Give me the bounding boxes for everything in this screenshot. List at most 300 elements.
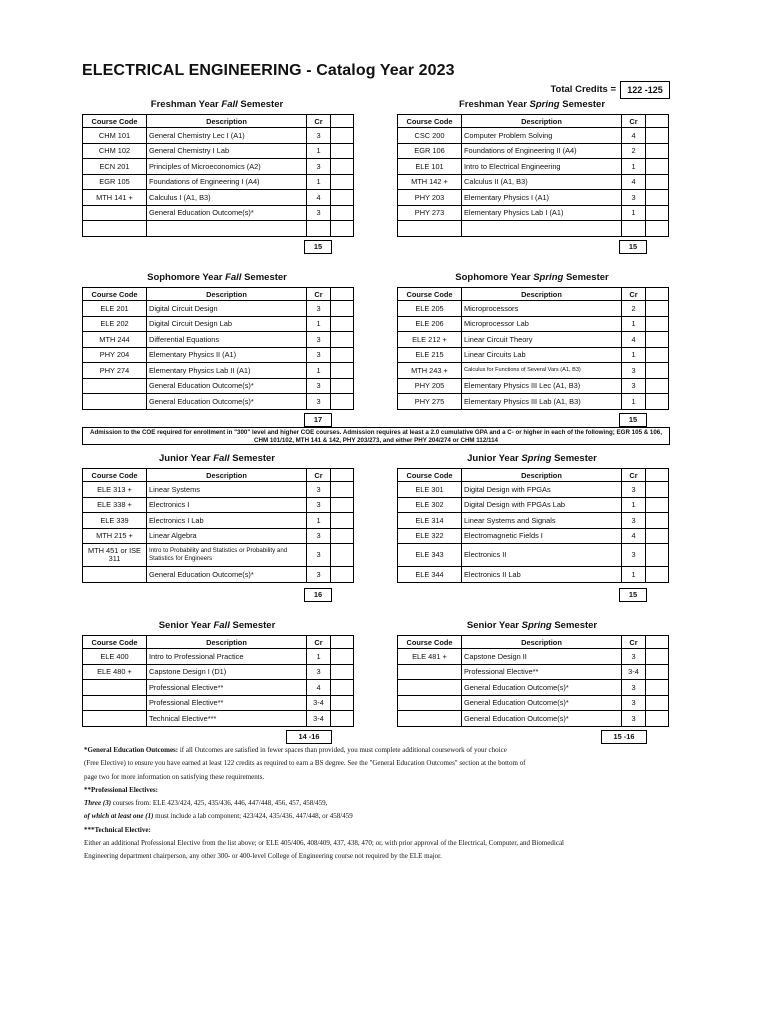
course-code: CSC 200 xyxy=(398,128,462,144)
semester-total: 15 xyxy=(619,413,647,427)
course-code: EGR 105 xyxy=(83,174,147,190)
table-row xyxy=(83,128,354,144)
course-code: MTH 244 xyxy=(83,332,147,348)
prof-three-text: courses from: ELE 423/424, 425, 435/436, 446, 447/448, 456, 457, 458/459, xyxy=(111,799,328,808)
course-description: Microprocessors xyxy=(462,301,622,317)
course-credits xyxy=(622,221,646,237)
course-code: ELE 201 xyxy=(83,301,147,317)
blank-cell xyxy=(331,378,354,394)
admission-notice: Admission to the COE required for enrollment in "300" level and higher COE courses. Admission requires at least a 2.0 cumulative GPA and a C- or higher in each of the following; EGR 105 & 106, CHM 101/102, MTH 141 & 142, PHY 203/273, and either PHY 204/274 or CHM 112/114 xyxy=(82,427,670,445)
blank-cell xyxy=(331,128,354,144)
course-code: PHY 275 xyxy=(398,394,462,410)
course-description: Capstone Design II xyxy=(462,649,622,665)
semester-total: 17 xyxy=(304,413,332,427)
blank-cell xyxy=(331,347,354,363)
course-credits: 3 xyxy=(622,680,646,696)
blank-cell xyxy=(646,128,669,144)
blank-cell xyxy=(646,711,669,727)
tech-line2: Engineering department chairperson, any other 300- or 400-level College of Engineering course not required by the ELE major. xyxy=(84,852,442,861)
jr-fall-title xyxy=(92,453,342,464)
course-description: Microprocessor Lab xyxy=(462,316,622,332)
table-row xyxy=(398,221,669,237)
semester-total: 15 xyxy=(619,588,647,602)
blank-cell xyxy=(331,174,354,190)
blank-cell xyxy=(331,159,354,175)
table-row xyxy=(398,664,669,680)
course-description: Intro to Probability and Statistics or Probability and Statistics for Engineers xyxy=(147,544,307,567)
blank-cell xyxy=(331,497,354,513)
jr-fall-table xyxy=(82,468,354,583)
gen-ed-label: *General Education Outcomes: xyxy=(84,746,179,754)
table-row xyxy=(83,695,354,711)
fr-spring-title xyxy=(407,99,657,110)
course-credits: 3-4 xyxy=(307,695,331,711)
table-row xyxy=(83,316,354,332)
course-description: General Chemistry I Lab xyxy=(147,143,307,159)
prof-lab-text: must include a lab component; 423/424, 435/436, 447/448, or 458/459 xyxy=(153,812,353,821)
blank-cell xyxy=(331,190,354,206)
course-description xyxy=(147,221,307,237)
table-row xyxy=(398,190,669,206)
blank-cell xyxy=(646,205,669,221)
course-code: PHY 274 xyxy=(83,363,147,379)
course-description xyxy=(462,221,622,237)
course-description: Digital Design with FPGAs xyxy=(462,482,622,498)
course-description: General Education Outcome(s)* xyxy=(147,378,307,394)
table-header-row xyxy=(83,469,354,482)
table-row xyxy=(398,567,669,583)
table-header-row xyxy=(83,115,354,128)
course-code xyxy=(83,394,147,410)
course-code: CHM 102 xyxy=(83,143,147,159)
header-blank xyxy=(331,288,354,301)
table-row xyxy=(83,332,354,348)
semester-title-pre: Freshman Year xyxy=(150,99,222,110)
header-credits: Cr xyxy=(307,115,331,128)
semester-title-pre: Junior Year xyxy=(467,453,522,464)
course-description: Electronics II Lab xyxy=(462,567,622,583)
so-spring-table xyxy=(397,287,669,410)
course-credits: 3 xyxy=(622,363,646,379)
course-code: ELE 480 + xyxy=(83,664,147,680)
sr-spring-table xyxy=(397,635,669,727)
prof-elective-label: **Professional Electives: xyxy=(84,785,158,794)
sr-spring-title xyxy=(407,620,657,631)
header-description: Description xyxy=(462,469,622,482)
course-description: Elementary Physics III Lec (A1, B3) xyxy=(462,378,622,394)
blank-cell xyxy=(331,482,354,498)
table-row xyxy=(398,513,669,529)
course-description: Foundations of Engineering II (A4) xyxy=(462,143,622,159)
semester-title-post: Semester xyxy=(559,99,606,110)
course-credits: 4 xyxy=(622,174,646,190)
jr-spring-table xyxy=(397,468,669,583)
course-description: Computer Problem Solving xyxy=(462,128,622,144)
so-fall-table xyxy=(82,287,354,410)
course-description: Electromagnetic Fields I xyxy=(462,528,622,544)
course-description: General Education Outcome(s)* xyxy=(462,695,622,711)
table-row xyxy=(83,301,354,317)
course-code: ELE 212 + xyxy=(398,332,462,348)
course-description: Principles of Microeconomics (A2) xyxy=(147,159,307,175)
blank-cell xyxy=(646,394,669,410)
semester-title-post: Semester xyxy=(551,620,598,631)
course-code xyxy=(83,205,147,221)
blank-cell xyxy=(646,301,669,317)
tech-elective-label: ***Technical Elective: xyxy=(84,825,151,834)
course-code: ELE 339 xyxy=(83,513,147,529)
course-code: PHY 205 xyxy=(398,378,462,394)
header-credits: Cr xyxy=(307,469,331,482)
semester-title-post: Semester xyxy=(229,453,275,464)
table-header-row xyxy=(398,636,669,649)
course-code: ELE 205 xyxy=(398,301,462,317)
semester-total: 14 -16 xyxy=(286,730,332,744)
course-credits: 4 xyxy=(622,128,646,144)
table-row xyxy=(398,316,669,332)
table-header-row xyxy=(83,288,354,301)
blank-cell xyxy=(646,174,669,190)
course-credits: 1 xyxy=(307,513,331,529)
prof-lab: of which at least one (1) xyxy=(84,812,154,821)
course-credits: 3 xyxy=(307,394,331,410)
blank-cell xyxy=(646,316,669,332)
course-code: PHY 273 xyxy=(398,205,462,221)
course-credits: 3 xyxy=(307,482,331,498)
course-code: ELE 322 xyxy=(398,528,462,544)
course-code: ELE 313 + xyxy=(83,482,147,498)
course-code: ELE 338 + xyxy=(83,497,147,513)
table-row xyxy=(83,497,354,513)
course-description: Calculus I (A1, B3) xyxy=(147,190,307,206)
course-description: Digital Design with FPGAs Lab xyxy=(462,497,622,513)
course-description: Linear Systems xyxy=(147,482,307,498)
header-credits: Cr xyxy=(622,469,646,482)
course-credits: 1 xyxy=(622,347,646,363)
table-row xyxy=(398,695,669,711)
course-description: General Education Outcome(s)* xyxy=(147,567,307,583)
blank-cell xyxy=(646,544,669,567)
course-credits: 3 xyxy=(307,347,331,363)
semester-title-pre: Senior Year xyxy=(158,620,214,631)
course-code: MTH 142 + xyxy=(398,174,462,190)
table-row xyxy=(398,528,669,544)
table-row xyxy=(83,664,354,680)
header-blank xyxy=(646,115,669,128)
table-row xyxy=(398,174,669,190)
course-description: Professional Elective** xyxy=(147,680,307,696)
course-credits: 3 xyxy=(622,378,646,394)
semester-title-term: Spring xyxy=(521,620,552,631)
table-row xyxy=(83,143,354,159)
course-credits: 1 xyxy=(307,316,331,332)
course-code: PHY 204 xyxy=(83,347,147,363)
table-row xyxy=(398,649,669,665)
course-credits: 3 xyxy=(307,128,331,144)
course-credits: 3-4 xyxy=(307,711,331,727)
table-row xyxy=(83,567,354,583)
blank-cell xyxy=(331,363,354,379)
table-header-row xyxy=(398,115,669,128)
semester-title-term: Fall xyxy=(213,620,230,631)
blank-cell xyxy=(646,378,669,394)
course-description: Linear Circuits Lab xyxy=(462,347,622,363)
table-row xyxy=(398,482,669,498)
blank-cell xyxy=(331,695,354,711)
header-blank xyxy=(646,636,669,649)
course-credits: 4 xyxy=(307,680,331,696)
table-row xyxy=(398,544,669,567)
course-credits: 3 xyxy=(622,649,646,665)
course-code xyxy=(398,711,462,727)
course-code: MTH 451 or ISE 311 xyxy=(83,544,147,567)
table-row xyxy=(83,159,354,175)
course-code xyxy=(398,221,462,237)
semester-title-term: Spring xyxy=(533,272,564,283)
header-course-code: Course Code xyxy=(83,115,147,128)
fr-spring-table xyxy=(397,114,669,237)
course-description: General Education Outcome(s)* xyxy=(462,680,622,696)
course-description: Elementary Physics II (A1) xyxy=(147,347,307,363)
gen-ed-line3: page two for more information on satisfying these requirements. xyxy=(84,772,265,781)
course-code xyxy=(398,664,462,680)
table-row xyxy=(398,347,669,363)
course-description: Elementary Physics I (A1) xyxy=(462,190,622,206)
blank-cell xyxy=(646,528,669,544)
course-credits: 1 xyxy=(622,497,646,513)
table-row xyxy=(398,159,669,175)
course-code: MTH 141 + xyxy=(83,190,147,206)
course-credits xyxy=(307,221,331,237)
table-header-row xyxy=(398,469,669,482)
course-description: Elementary Physics III Lab (A1, B3) xyxy=(462,394,622,410)
table-row xyxy=(398,143,669,159)
table-row xyxy=(83,174,354,190)
course-description: Linear Circuit Theory xyxy=(462,332,622,348)
table-row xyxy=(398,332,669,348)
course-code: ECN 201 xyxy=(83,159,147,175)
header-description: Description xyxy=(147,288,307,301)
blank-cell xyxy=(646,482,669,498)
course-description: Electronics I Lab xyxy=(147,513,307,529)
course-code: ELE 215 xyxy=(398,347,462,363)
course-credits: 3 xyxy=(622,513,646,529)
semester-title-term: Spring xyxy=(521,453,552,464)
course-code: ELE 481 + xyxy=(398,649,462,665)
header-description: Description xyxy=(462,288,622,301)
course-description: Linear Systems and Signals xyxy=(462,513,622,529)
semester-title-post: Semester xyxy=(237,99,284,110)
course-code xyxy=(83,711,147,727)
course-code: MTH 243 + xyxy=(398,363,462,379)
blank-cell xyxy=(646,159,669,175)
course-code xyxy=(398,680,462,696)
header-course-code: Course Code xyxy=(83,288,147,301)
blank-cell xyxy=(331,394,354,410)
blank-cell xyxy=(646,363,669,379)
course-code: ELE 202 xyxy=(83,316,147,332)
table-header-row xyxy=(83,636,354,649)
prof-three: Three (3) xyxy=(84,799,112,808)
table-row xyxy=(83,528,354,544)
page-title: ELECTRICAL ENGINEERING - Catalog Year 2023 xyxy=(82,62,455,79)
course-description: General Education Outcome(s)* xyxy=(462,711,622,727)
blank-cell xyxy=(646,680,669,696)
sr-fall-table xyxy=(82,635,354,727)
course-credits: 3 xyxy=(307,378,331,394)
table-row xyxy=(398,363,669,379)
course-code xyxy=(83,221,147,237)
course-credits: 1 xyxy=(307,649,331,665)
semester-title-post: Semester xyxy=(563,272,609,283)
course-description: Digital Circuit Design Lab xyxy=(147,316,307,332)
course-credits: 3 xyxy=(307,205,331,221)
table-row xyxy=(83,544,354,567)
blank-cell xyxy=(331,513,354,529)
course-credits: 4 xyxy=(307,190,331,206)
course-description: Intro to Professional Practice xyxy=(147,649,307,665)
course-credits: 3 xyxy=(307,497,331,513)
table-row xyxy=(83,363,354,379)
table-row xyxy=(398,680,669,696)
course-code xyxy=(83,567,147,583)
course-credits: 1 xyxy=(622,316,646,332)
semester-title-term: Fall xyxy=(225,272,242,283)
header-credits: Cr xyxy=(307,636,331,649)
table-row xyxy=(83,347,354,363)
blank-cell xyxy=(331,711,354,727)
course-description: Capstone Design I (D1) xyxy=(147,664,307,680)
blank-cell xyxy=(331,680,354,696)
course-credits: 4 xyxy=(622,528,646,544)
course-code: EGR 106 xyxy=(398,143,462,159)
header-credits: Cr xyxy=(622,636,646,649)
course-credits: 2 xyxy=(622,301,646,317)
course-credits: 3 xyxy=(307,664,331,680)
header-blank xyxy=(646,288,669,301)
course-description: Intro to Electrical Engineering xyxy=(462,159,622,175)
header-course-code: Course Code xyxy=(398,469,462,482)
header-description: Description xyxy=(462,636,622,649)
course-description: Differential Equations xyxy=(147,332,307,348)
header-course-code: Course Code xyxy=(398,115,462,128)
semester-title-pre: Senior Year xyxy=(466,620,522,631)
course-description: Electronics I xyxy=(147,497,307,513)
course-credits: 1 xyxy=(622,205,646,221)
total-credits-value: 122 -125 xyxy=(620,81,670,99)
blank-cell xyxy=(331,528,354,544)
blank-cell xyxy=(331,332,354,348)
so-fall-title xyxy=(92,272,342,283)
course-description: Electronics II xyxy=(462,544,622,567)
course-credits: 3-4 xyxy=(622,664,646,680)
fr-fall-title xyxy=(92,99,342,110)
blank-cell xyxy=(646,190,669,206)
course-description: Technical Elective*** xyxy=(147,711,307,727)
header-description: Description xyxy=(147,115,307,128)
course-description: Elementary Physics Lab II (A1) xyxy=(147,363,307,379)
course-code xyxy=(83,680,147,696)
blank-cell xyxy=(331,567,354,583)
blank-cell xyxy=(331,143,354,159)
course-credits: 3 xyxy=(307,567,331,583)
blank-cell xyxy=(646,347,669,363)
semester-total: 15 xyxy=(619,240,647,254)
course-code xyxy=(398,695,462,711)
table-row xyxy=(398,378,669,394)
course-description: General Education Outcome(s)* xyxy=(147,394,307,410)
table-row xyxy=(83,190,354,206)
blank-cell xyxy=(646,221,669,237)
course-description: Linear Algebra xyxy=(147,528,307,544)
course-code: ELE 343 xyxy=(398,544,462,567)
header-description: Description xyxy=(147,636,307,649)
blank-cell xyxy=(646,332,669,348)
blank-cell xyxy=(646,497,669,513)
table-row xyxy=(83,205,354,221)
semester-title-term: Spring xyxy=(529,99,560,110)
semester-title-post: Semester xyxy=(229,620,276,631)
semester-title-pre: Sophomore Year xyxy=(147,272,226,283)
header-blank xyxy=(646,469,669,482)
table-row xyxy=(83,394,354,410)
blank-cell xyxy=(331,649,354,665)
course-code: ELE 400 xyxy=(83,649,147,665)
course-description: Calculus II (A1, B3) xyxy=(462,174,622,190)
header-blank xyxy=(331,469,354,482)
table-row xyxy=(83,378,354,394)
table-row xyxy=(83,649,354,665)
header-course-code: Course Code xyxy=(398,636,462,649)
course-description: Foundations of Engineering I (A4) xyxy=(147,174,307,190)
course-code xyxy=(83,378,147,394)
course-description: Calculus for Functions of Several Vars (A1, B3) xyxy=(462,363,622,379)
course-credits: 2 xyxy=(622,143,646,159)
blank-cell xyxy=(646,567,669,583)
header-credits: Cr xyxy=(307,288,331,301)
total-credits-label: Total Credits = xyxy=(550,84,616,95)
course-credits: 1 xyxy=(307,143,331,159)
semester-title-pre: Junior Year xyxy=(158,453,214,464)
table-row xyxy=(398,301,669,317)
blank-cell xyxy=(646,649,669,665)
semester-title-post: Semester xyxy=(551,453,597,464)
header-credits: Cr xyxy=(622,115,646,128)
course-code xyxy=(83,695,147,711)
course-credits: 3 xyxy=(307,544,331,567)
table-row xyxy=(398,128,669,144)
footnotes xyxy=(84,744,684,864)
blank-cell xyxy=(646,664,669,680)
course-code: ELE 344 xyxy=(398,567,462,583)
course-code: PHY 203 xyxy=(398,190,462,206)
blank-cell xyxy=(646,513,669,529)
blank-cell xyxy=(331,205,354,221)
semester-title-pre: Sophomore Year xyxy=(455,272,534,283)
course-code: ELE 314 xyxy=(398,513,462,529)
course-credits: 1 xyxy=(622,567,646,583)
course-credits: 3 xyxy=(307,332,331,348)
header-credits: Cr xyxy=(622,288,646,301)
gen-ed-text: if all Outcomes are satisfied in fewer spaces than provided, you must complete additional coursework of your choice xyxy=(178,746,507,754)
header-course-code: Course Code xyxy=(83,469,147,482)
course-description: General Chemistry Lec I (A1) xyxy=(147,128,307,144)
table-row xyxy=(398,205,669,221)
course-code: CHM 101 xyxy=(83,128,147,144)
semester-title-term: Fall xyxy=(213,453,230,464)
course-credits: 1 xyxy=(307,174,331,190)
semester-total: 16 xyxy=(304,588,332,602)
